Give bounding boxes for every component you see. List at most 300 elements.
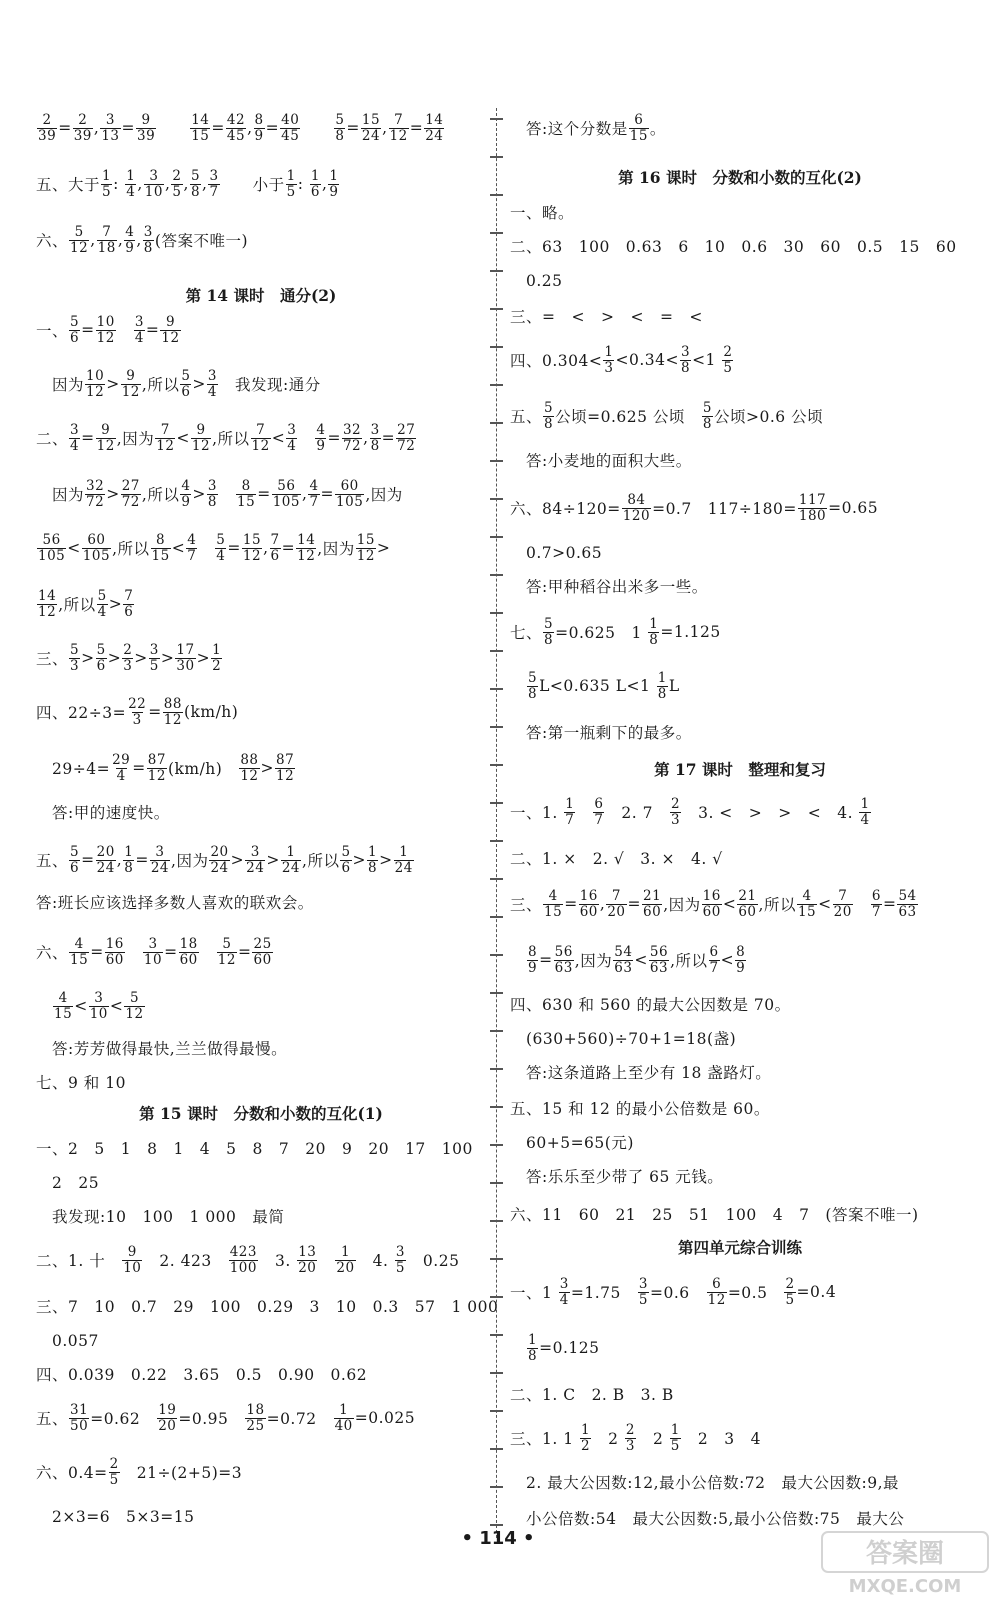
answer-text: 3. bbox=[259, 1252, 297, 1270]
answer-text: 三、 bbox=[510, 896, 543, 914]
lesson-heading: 第 16 课时 分数和小数的互化(2) bbox=[618, 168, 862, 187]
fraction: $\frac{4}{9}$ bbox=[181, 477, 191, 510]
answer-text: = bbox=[148, 703, 162, 721]
divider-tick bbox=[490, 764, 503, 766]
answer-text: = bbox=[227, 539, 241, 557]
fraction: $\frac{15}{24}$ bbox=[361, 111, 381, 144]
answer-text: 五、 bbox=[36, 1410, 69, 1428]
fraction: $\frac{1}{2}$ bbox=[581, 1421, 591, 1454]
fraction: $\frac{3}{7}$ bbox=[209, 167, 219, 200]
fraction: $\frac{3}{4}$ bbox=[559, 1275, 569, 1308]
fraction: $\frac{5}{6}$ bbox=[70, 843, 80, 876]
answer-text: ,所以 bbox=[112, 540, 150, 558]
answer-line bbox=[510, 1328, 599, 1368]
answer-text: 2. 423 bbox=[143, 1252, 228, 1270]
answer-text: 二、1. C 2. B 3. B bbox=[510, 1386, 674, 1404]
answer-text: 四、0.039 0.22 3.65 0.5 0.90 0.62 bbox=[36, 1366, 368, 1384]
answer-text: , bbox=[363, 429, 369, 447]
answer-text: 公顷>0.6 公顷 bbox=[714, 408, 824, 426]
answer-text: ,因为 bbox=[317, 540, 355, 558]
divider-tick bbox=[490, 156, 503, 158]
answer-text: ,因为 bbox=[116, 430, 155, 448]
answer-text: 因为 bbox=[36, 486, 85, 504]
answer-text: =0.65 bbox=[828, 499, 879, 517]
answer-line bbox=[510, 1194, 919, 1234]
page-number: • 114 • bbox=[461, 1528, 535, 1549]
fraction: $\frac{4}{15}$ bbox=[797, 887, 817, 920]
fraction: $\frac{8}{15}$ bbox=[237, 477, 256, 510]
answer-text: =1.75 bbox=[570, 1284, 637, 1302]
fraction: $\frac{13}{20}$ bbox=[298, 1243, 317, 1276]
fraction: $\frac{20}{24}$ bbox=[96, 843, 115, 876]
answer-line bbox=[36, 108, 445, 148]
fraction: $\frac{56}{63}$ bbox=[554, 943, 573, 976]
answer-text: = bbox=[882, 895, 897, 913]
fraction: $\frac{42}{45}$ bbox=[226, 111, 246, 144]
divider-tick bbox=[490, 1220, 503, 1222]
answer-text: ,所以 bbox=[141, 376, 180, 394]
answer-line bbox=[36, 1452, 242, 1492]
answer-line bbox=[510, 1462, 899, 1502]
answer-line bbox=[36, 692, 238, 732]
fraction: $\frac{10}{12}$ bbox=[86, 367, 105, 400]
fraction: $\frac{9}{12}$ bbox=[121, 367, 140, 400]
answer-text: ,因为 bbox=[574, 952, 613, 970]
answer-text: 2. 7 bbox=[605, 804, 669, 822]
answer-text: 4. bbox=[356, 1252, 394, 1270]
divider-tick bbox=[490, 650, 503, 652]
divider-tick bbox=[490, 232, 503, 234]
lesson-heading: 第四单元综合训练 bbox=[677, 1238, 802, 1257]
fraction: $\frac{1}{4}$ bbox=[126, 167, 136, 200]
divider-tick bbox=[490, 308, 503, 310]
answer-line bbox=[36, 1128, 473, 1168]
answer-text bbox=[219, 483, 235, 505]
fraction: $\frac{3}{24}$ bbox=[150, 843, 170, 876]
answer-line bbox=[36, 164, 340, 204]
divider-tick bbox=[490, 194, 503, 196]
answer-text: = bbox=[539, 951, 553, 969]
fraction: $\frac{3}{8}$ bbox=[680, 343, 691, 376]
answer-text: 2 bbox=[592, 1430, 624, 1448]
answer-text: 答:这条道路上至少有 18 盏路灯。 bbox=[510, 1064, 772, 1082]
fraction: $\frac{8}{9}$ bbox=[254, 111, 264, 144]
fraction: $\frac{4}{15}$ bbox=[70, 935, 89, 968]
answer-text: < bbox=[109, 997, 124, 1015]
fraction: $\frac{5}{6}$ bbox=[70, 313, 80, 346]
answer-text: ,所以 bbox=[302, 852, 340, 870]
answer-text: = bbox=[121, 119, 135, 137]
answer-text bbox=[126, 941, 142, 963]
divider-tick bbox=[490, 726, 503, 728]
answer-line bbox=[36, 986, 146, 1026]
answer-text: (km/h) bbox=[183, 703, 239, 721]
fraction: $\frac{7}{18}$ bbox=[97, 223, 116, 256]
lesson-heading: 第 17 课时 整理和复习 bbox=[654, 760, 826, 779]
fraction: $\frac{5}{8}$ bbox=[702, 399, 712, 432]
fraction: $\frac{3}{5}$ bbox=[149, 641, 159, 674]
answer-line bbox=[36, 310, 182, 350]
answer-text: 0.25 bbox=[406, 1252, 460, 1270]
answer-text: 三、1. 1 bbox=[510, 1430, 580, 1448]
answer-text: 0.7>0.65 bbox=[510, 544, 603, 562]
answer-text: ,因为 bbox=[365, 486, 403, 504]
fraction: $\frac{88}{12}$ bbox=[240, 751, 259, 784]
answer-text: 一、略。 bbox=[510, 204, 575, 222]
divider-tick bbox=[490, 1334, 503, 1336]
fraction: $\frac{14}{12}$ bbox=[38, 587, 57, 620]
divider-tick bbox=[490, 1372, 503, 1374]
answer-text: = bbox=[164, 943, 178, 961]
fraction: $\frac{16}{60}$ bbox=[105, 935, 124, 968]
answer-line bbox=[36, 1196, 284, 1236]
fraction: $\frac{10}{12}$ bbox=[96, 313, 115, 346]
answer-text: 五、 bbox=[510, 408, 543, 426]
answer-text: < bbox=[271, 429, 286, 447]
answer-text: 答:第一瓶剩下的最多。 bbox=[510, 724, 692, 742]
answer-text: , bbox=[93, 119, 100, 137]
divider-tick bbox=[490, 916, 503, 918]
divider-tick bbox=[490, 1524, 503, 1526]
answer-text: = bbox=[81, 321, 95, 339]
answer-text: : bbox=[113, 175, 125, 193]
fraction: $\frac{8}{9}$ bbox=[528, 943, 538, 976]
fraction: $\frac{60}{105}$ bbox=[82, 531, 111, 564]
fraction: $\frac{117}{180}$ bbox=[798, 491, 827, 524]
fraction: $\frac{84}{120}$ bbox=[622, 491, 651, 524]
fraction: $\frac{1}{9}$ bbox=[329, 167, 339, 200]
answer-text: ,所以 bbox=[58, 596, 96, 614]
answer-text: 四、630 和 560 的最大公因数是 70。 bbox=[510, 996, 791, 1014]
answer-text: 一、2 5 1 8 1 4 5 8 7 20 9 20 17 100 bbox=[36, 1140, 473, 1158]
fraction: $\frac{2}{39}$ bbox=[73, 111, 92, 144]
fraction: $\frac{88}{12}$ bbox=[163, 695, 182, 728]
divider-tick bbox=[490, 1486, 503, 1488]
answer-line bbox=[510, 1156, 723, 1196]
answer-text: , bbox=[137, 175, 143, 193]
fraction: $\frac{5}{6}$ bbox=[341, 843, 351, 876]
answer-text: , bbox=[247, 119, 253, 137]
fraction: $\frac{5}{6}$ bbox=[96, 641, 106, 674]
answer-text: 二、1. 十 bbox=[36, 1252, 122, 1270]
answer-line bbox=[510, 940, 747, 980]
answer-text bbox=[200, 941, 216, 963]
answer-text: (630+560)÷70+1=18(盏) bbox=[510, 1030, 737, 1048]
answer-text: > bbox=[266, 851, 280, 869]
fraction: $\frac{18}{60}$ bbox=[179, 935, 198, 968]
answer-text: =1.125 bbox=[660, 623, 721, 641]
answer-text: = bbox=[627, 895, 642, 913]
answer-text bbox=[117, 319, 133, 341]
answer-line bbox=[36, 792, 170, 832]
lesson-heading: 第 15 课时 分数和小数的互化(1) bbox=[139, 1104, 383, 1123]
answer-text: > bbox=[260, 759, 275, 777]
answer-text: (答案不唯一) bbox=[154, 232, 248, 250]
answer-line bbox=[36, 882, 314, 922]
fraction: $\frac{3}{13}$ bbox=[101, 111, 120, 144]
divider-tick bbox=[490, 1258, 503, 1260]
answer-text bbox=[854, 893, 870, 915]
answer-text: 七、 bbox=[510, 624, 543, 642]
fraction: $\frac{16}{60}$ bbox=[702, 887, 721, 920]
fraction: $\frac{14}{24}$ bbox=[425, 111, 444, 144]
fraction: $\frac{3}{4}$ bbox=[134, 313, 144, 346]
answer-text: < bbox=[67, 539, 81, 557]
answer-text: 2 bbox=[637, 1430, 669, 1448]
fraction: $\frac{18}{25}$ bbox=[246, 1401, 265, 1434]
fraction: $\frac{21}{60}$ bbox=[738, 887, 757, 920]
fraction: $\frac{14}{15}$ bbox=[191, 111, 210, 144]
answer-text: ,因为 bbox=[663, 896, 701, 914]
divider-tick bbox=[490, 688, 503, 690]
fraction: $\frac{1}{5}$ bbox=[670, 1421, 680, 1454]
fraction: $\frac{8}{9}$ bbox=[736, 943, 746, 976]
answer-line bbox=[36, 220, 248, 260]
fraction: $\frac{5}{12}$ bbox=[217, 935, 236, 968]
svg-text:MXQE.COM: MXQE.COM bbox=[848, 1576, 962, 1597]
answer-text: < bbox=[818, 895, 832, 913]
lesson-heading: 第 14 课时 通分(2) bbox=[185, 286, 337, 305]
answer-line bbox=[36, 748, 296, 788]
answer-text: 因为 bbox=[36, 376, 85, 394]
fraction: $\frac{1}{2}$ bbox=[212, 641, 222, 674]
answer-text: = bbox=[381, 429, 396, 447]
answer-text: < bbox=[171, 539, 186, 557]
fraction: $\frac{1}{20}$ bbox=[336, 1243, 355, 1276]
fraction: $\frac{54}{63}$ bbox=[614, 943, 633, 976]
answer-text: (km/h) bbox=[167, 760, 239, 778]
answer-text: 六、 bbox=[36, 944, 69, 962]
answer-text: = bbox=[90, 943, 104, 961]
answer-text: 答:乐乐至少带了 65 元钱。 bbox=[510, 1168, 724, 1186]
answer-line bbox=[36, 1062, 126, 1102]
answer-text bbox=[36, 995, 52, 1017]
answer-text: ,所以 bbox=[670, 952, 708, 970]
answer-line bbox=[36, 932, 274, 972]
answer-text: 六、84÷120= bbox=[510, 500, 621, 518]
answer-text: = bbox=[564, 895, 578, 913]
answer-text: > bbox=[106, 375, 120, 393]
answer-text: 21÷(2+5)=3 bbox=[120, 1464, 243, 1482]
answer-text: L<0.635 L<1 bbox=[539, 677, 656, 695]
answer-text: 一、1 bbox=[510, 1284, 558, 1302]
fraction: $\frac{3}{8}$ bbox=[370, 421, 380, 454]
divider-tick bbox=[490, 422, 503, 424]
answer-text: 2 3 4 bbox=[681, 1430, 761, 1448]
fraction: $\frac{4}{9}$ bbox=[316, 421, 326, 454]
fraction: $\frac{87}{12}$ bbox=[276, 751, 295, 784]
divider-tick bbox=[490, 1106, 503, 1108]
answer-line bbox=[510, 566, 708, 606]
answer-line bbox=[36, 584, 135, 624]
fraction: $\frac{9}{12}$ bbox=[161, 313, 180, 346]
answer-text: 答:甲的速度快。 bbox=[36, 804, 170, 822]
answer-line bbox=[36, 1240, 459, 1280]
fraction: $\frac{1}{3}$ bbox=[604, 343, 614, 376]
fraction: $\frac{3}{10}$ bbox=[143, 935, 163, 968]
svg-text:答案圈: 答案圈 bbox=[865, 1539, 945, 1569]
fraction: $\frac{3}{8}$ bbox=[143, 223, 153, 256]
answer-line bbox=[510, 1374, 674, 1414]
answer-text: 三、7 10 0.7 29 100 0.29 3 10 0.3 57 1 000 bbox=[36, 1298, 499, 1316]
answer-text: 四、0.304< bbox=[510, 352, 603, 370]
divider-tick bbox=[490, 992, 503, 994]
fraction: $\frac{5}{4}$ bbox=[216, 531, 226, 564]
answer-line bbox=[510, 884, 919, 924]
answer-text: 小于 bbox=[220, 176, 285, 194]
fraction: $\frac{60}{105}$ bbox=[336, 477, 364, 510]
fraction: $\frac{31}{50}$ bbox=[70, 1401, 89, 1434]
divider-tick bbox=[490, 118, 503, 120]
divider-tick bbox=[490, 498, 503, 500]
answer-text: = bbox=[237, 943, 252, 961]
fraction: $\frac{2}{5}$ bbox=[109, 1455, 119, 1488]
fraction: $\frac{4}{9}$ bbox=[125, 223, 135, 256]
answer-text: ,所以 bbox=[141, 486, 180, 504]
divider-tick bbox=[490, 1068, 503, 1070]
answer-text: 五、 bbox=[36, 852, 69, 870]
answer-text: , bbox=[117, 231, 124, 249]
answer-text: = bbox=[281, 539, 296, 557]
answer-text: 五、大于 bbox=[36, 176, 101, 194]
answer-text: = bbox=[320, 485, 335, 503]
fraction: $\frac{17}{30}$ bbox=[176, 641, 195, 674]
answer-text: ,因为 bbox=[171, 852, 209, 870]
fraction: $\frac{4}{7}$ bbox=[309, 477, 319, 510]
answer-text: 2 25 bbox=[36, 1174, 100, 1192]
fraction: $\frac{3}{10}$ bbox=[89, 989, 108, 1022]
answer-text: , bbox=[136, 231, 142, 249]
fraction: $\frac{4}{7}$ bbox=[187, 531, 197, 564]
answer-text bbox=[510, 1337, 526, 1359]
answer-text: , bbox=[202, 175, 208, 193]
answer-line bbox=[510, 340, 734, 380]
fraction: $\frac{1}{8}$ bbox=[657, 669, 667, 702]
divider-tick bbox=[490, 270, 503, 272]
answer-text: > bbox=[230, 851, 245, 869]
answer-text: = bbox=[257, 485, 271, 503]
fraction: $\frac{6}{12}$ bbox=[707, 1275, 726, 1308]
answer-text: = bbox=[132, 759, 146, 777]
answer-text: < bbox=[74, 997, 88, 1015]
fraction: $\frac{7}{6}$ bbox=[124, 587, 134, 620]
fraction: $\frac{423}{100}$ bbox=[229, 1243, 257, 1276]
fraction: $\frac{1}{7}$ bbox=[565, 795, 575, 828]
fraction: $\frac{21}{60}$ bbox=[643, 887, 662, 920]
answer-text: , bbox=[382, 119, 388, 137]
fraction: $\frac{5}{8}$ bbox=[544, 399, 554, 432]
answer-text: > bbox=[134, 649, 148, 667]
divider-tick bbox=[490, 346, 503, 348]
fraction: $\frac{3}{4}$ bbox=[70, 421, 80, 454]
answer-text: 3. < > > < 4. bbox=[682, 804, 859, 822]
answer-text: 一、 bbox=[36, 322, 69, 340]
fraction: $\frac{1}{24}$ bbox=[281, 843, 301, 876]
fraction: $\frac{56}{105}$ bbox=[272, 477, 300, 510]
answer-text: =0.5 bbox=[727, 1284, 784, 1302]
answer-text: 2×3=6 5×3=15 bbox=[36, 1508, 195, 1526]
fraction: $\frac{40}{45}$ bbox=[281, 111, 300, 144]
answer-text: = bbox=[135, 851, 149, 869]
fraction: $\frac{1}{40}$ bbox=[334, 1401, 353, 1434]
answer-line bbox=[36, 1398, 415, 1438]
answer-text: 六、 bbox=[36, 232, 69, 250]
divider-tick bbox=[490, 612, 503, 614]
answer-text: , bbox=[90, 231, 96, 249]
answer-line bbox=[510, 612, 721, 652]
answer-text: > bbox=[106, 485, 120, 503]
fraction: $\frac{15}{12}$ bbox=[242, 531, 262, 564]
answer-text: > bbox=[108, 595, 123, 613]
fraction: $\frac{3}{4}$ bbox=[287, 421, 297, 454]
fraction: $\frac{2}{5}$ bbox=[172, 167, 182, 200]
answer-text: , bbox=[302, 485, 308, 503]
fraction: $\frac{3}{4}$ bbox=[207, 367, 218, 400]
fraction: $\frac{9}{10}$ bbox=[123, 1243, 142, 1276]
answer-text: 六、0.4= bbox=[36, 1464, 108, 1482]
answer-text: =0.625 1 bbox=[555, 624, 648, 642]
answer-text: 二、63 100 0.63 6 10 0.6 30 60 0.5 15 60 bbox=[510, 238, 957, 256]
fraction: $\frac{9}{12}$ bbox=[96, 421, 115, 454]
answer-text: ,所以 bbox=[758, 896, 796, 914]
answer-line bbox=[36, 418, 417, 458]
answer-text: =0.125 bbox=[539, 1339, 600, 1357]
fraction: $\frac{1}{4}$ bbox=[860, 795, 870, 828]
divider-tick bbox=[490, 840, 503, 842]
fraction: $\frac{3}{8}$ bbox=[207, 477, 218, 510]
divider-tick bbox=[490, 878, 503, 880]
fraction: $\frac{5}{12}$ bbox=[125, 989, 144, 1022]
answer-line bbox=[510, 296, 703, 336]
answer-text: 二、1. × 2. √ 3. × 4. √ bbox=[510, 850, 723, 868]
divider-tick bbox=[490, 1182, 503, 1184]
fraction: $\frac{20}{24}$ bbox=[210, 843, 229, 876]
answer-text: > bbox=[379, 851, 393, 869]
answer-text: 答:班长应该选择多数人喜欢的联欢会。 bbox=[36, 894, 314, 912]
answer-text: , bbox=[321, 175, 328, 193]
answer-text: , bbox=[263, 539, 269, 557]
answer-text: 六、11 60 21 25 51 100 4 7 (答案不唯一) bbox=[510, 1206, 919, 1224]
fraction: $\frac{1}{5}$ bbox=[286, 167, 296, 200]
answer-text: 答:甲种稻谷出米多一些。 bbox=[510, 578, 708, 596]
answer-text: < bbox=[720, 951, 735, 969]
answer-line bbox=[510, 396, 823, 436]
answer-line bbox=[510, 838, 723, 878]
answer-text: = bbox=[265, 119, 280, 137]
fraction: $\frac{6}{7}$ bbox=[594, 795, 604, 828]
answer-text: 我发现:通分 bbox=[219, 376, 321, 394]
answer-line bbox=[510, 440, 692, 480]
answer-text: 一、1. bbox=[510, 804, 564, 822]
fraction: $\frac{6}{15}$ bbox=[629, 111, 648, 144]
fraction: $\frac{2}{5}$ bbox=[723, 343, 733, 376]
answer-text: = bbox=[145, 321, 160, 339]
answer-text: 2. 最大公因数:12,最小公倍数:72 最大公因数:9,最 bbox=[510, 1474, 900, 1492]
fraction: $\frac{7}{20}$ bbox=[833, 887, 852, 920]
answer-text: 答:小麦地的面积大些。 bbox=[510, 452, 692, 470]
answer-text: > bbox=[192, 485, 206, 503]
answer-text: = bbox=[81, 851, 95, 869]
answer-text: <1 bbox=[692, 351, 722, 369]
fraction: $\frac{2}{3}$ bbox=[625, 1421, 635, 1454]
fraction: $\frac{25}{60}$ bbox=[253, 935, 272, 968]
answer-line bbox=[36, 364, 321, 404]
fraction: $\frac{2}{3}$ bbox=[123, 641, 133, 674]
answer-text: < bbox=[176, 429, 190, 447]
answer-line bbox=[510, 1272, 836, 1312]
answer-line bbox=[510, 792, 872, 832]
fraction: $\frac{7}{12}$ bbox=[156, 421, 175, 454]
